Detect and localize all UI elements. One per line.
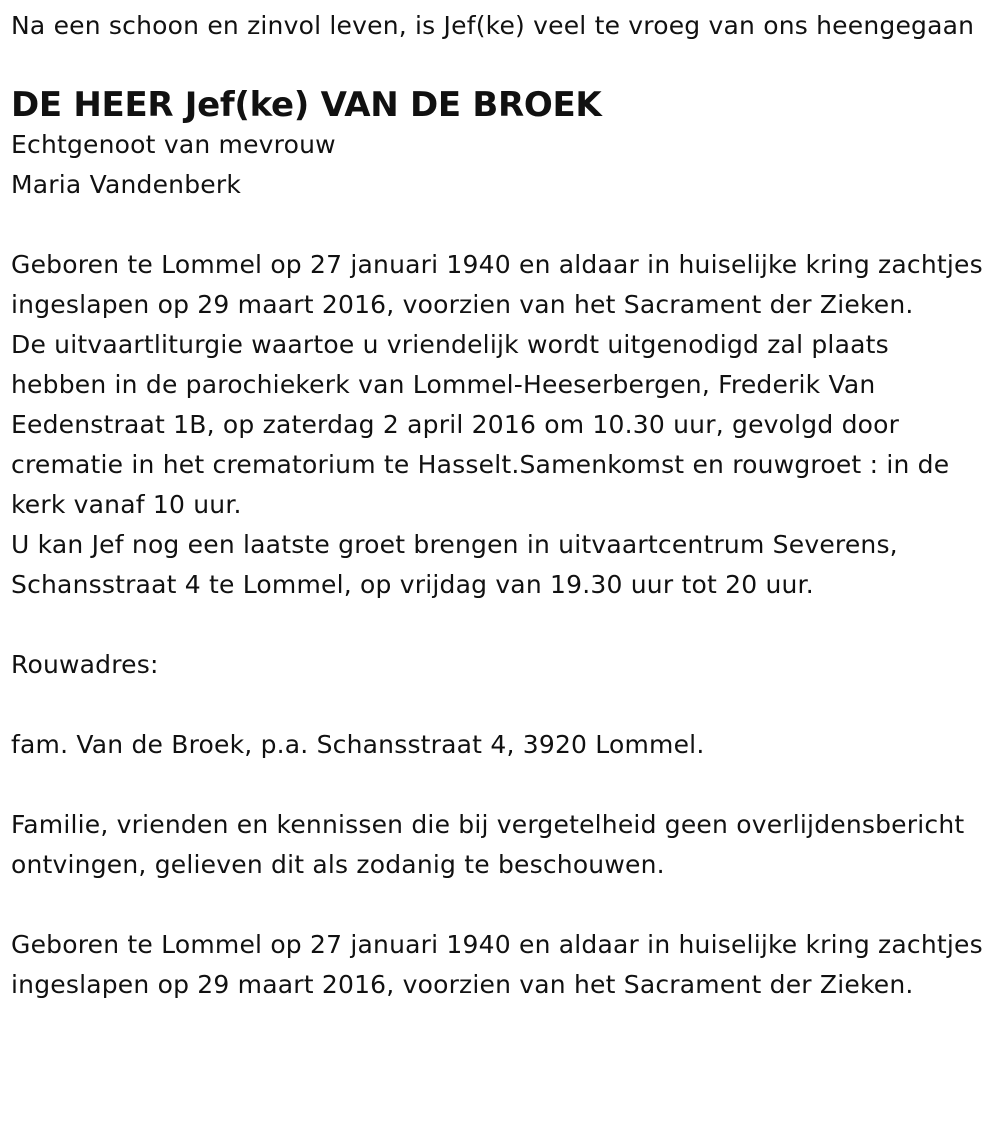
birth-death-paragraph: Geboren te Lommel op 27 januari 1940 en aldaar in huiselijke kring zachtjes ingeslapen op 29 maart 2016, voorzien van het Sacrament der Zieken.: [11, 250, 983, 319]
spacer: [11, 685, 988, 725]
spacer: [11, 765, 988, 805]
spacer: [11, 885, 988, 925]
funeral-paragraph: De uitvaartliturgie waartoe u vriendelijk wordt uitgenodigd zal plaats hebben in de parochiekerk van Lommel-Heeserbergen, Frederik Van Eedenstraat 1B, op zaterdag 2 april 2016 om 10.30 uur, gevolgd door crematie in het crematorium te Hasselt.Samenkomst en rouwgroet : in de kerk vanaf 10 uur.: [11, 330, 950, 519]
spouse-line-2: Maria Vandenberk: [11, 170, 242, 199]
notice-paragraph: Familie, vrienden en kennissen die bij vergetelheid geen overlijdensbericht ontvingen, gelieven dit als zodanig te beschouwen.: [11, 810, 965, 879]
last-greeting-paragraph: U kan Jef nog een laatste groet brengen in uitvaartcentrum Severens, Schansstraat 4 te Lommel, op vrijdag van 19.30 uur tot 20 uur.: [11, 530, 898, 599]
deceased-name-heading: DE HEER Jef(ke) VAN DE BROEK: [11, 85, 602, 125]
spouse-info: [11, 125, 988, 205]
spacer: [11, 205, 988, 245]
mourning-address: fam. Van de Broek, p.a. Schansstraat 4, 3920 Lommel.: [11, 730, 705, 759]
mourning-address-label: Rouwadres:: [11, 650, 159, 679]
spouse-line-1: Echtgenoot van mevrouw: [11, 130, 336, 159]
intro-text: Na een schoon en zinvol leven, is Jef(ke) veel te vroeg van ons heengegaan: [11, 11, 975, 40]
spacer: [11, 605, 988, 645]
birth-death-paragraph-repeat: Geboren te Lommel op 27 januari 1940 en aldaar in huiselijke kring zachtjes ingeslapen op 29 maart 2016, voorzien van het Sacrament der Zieken.: [11, 930, 983, 999]
